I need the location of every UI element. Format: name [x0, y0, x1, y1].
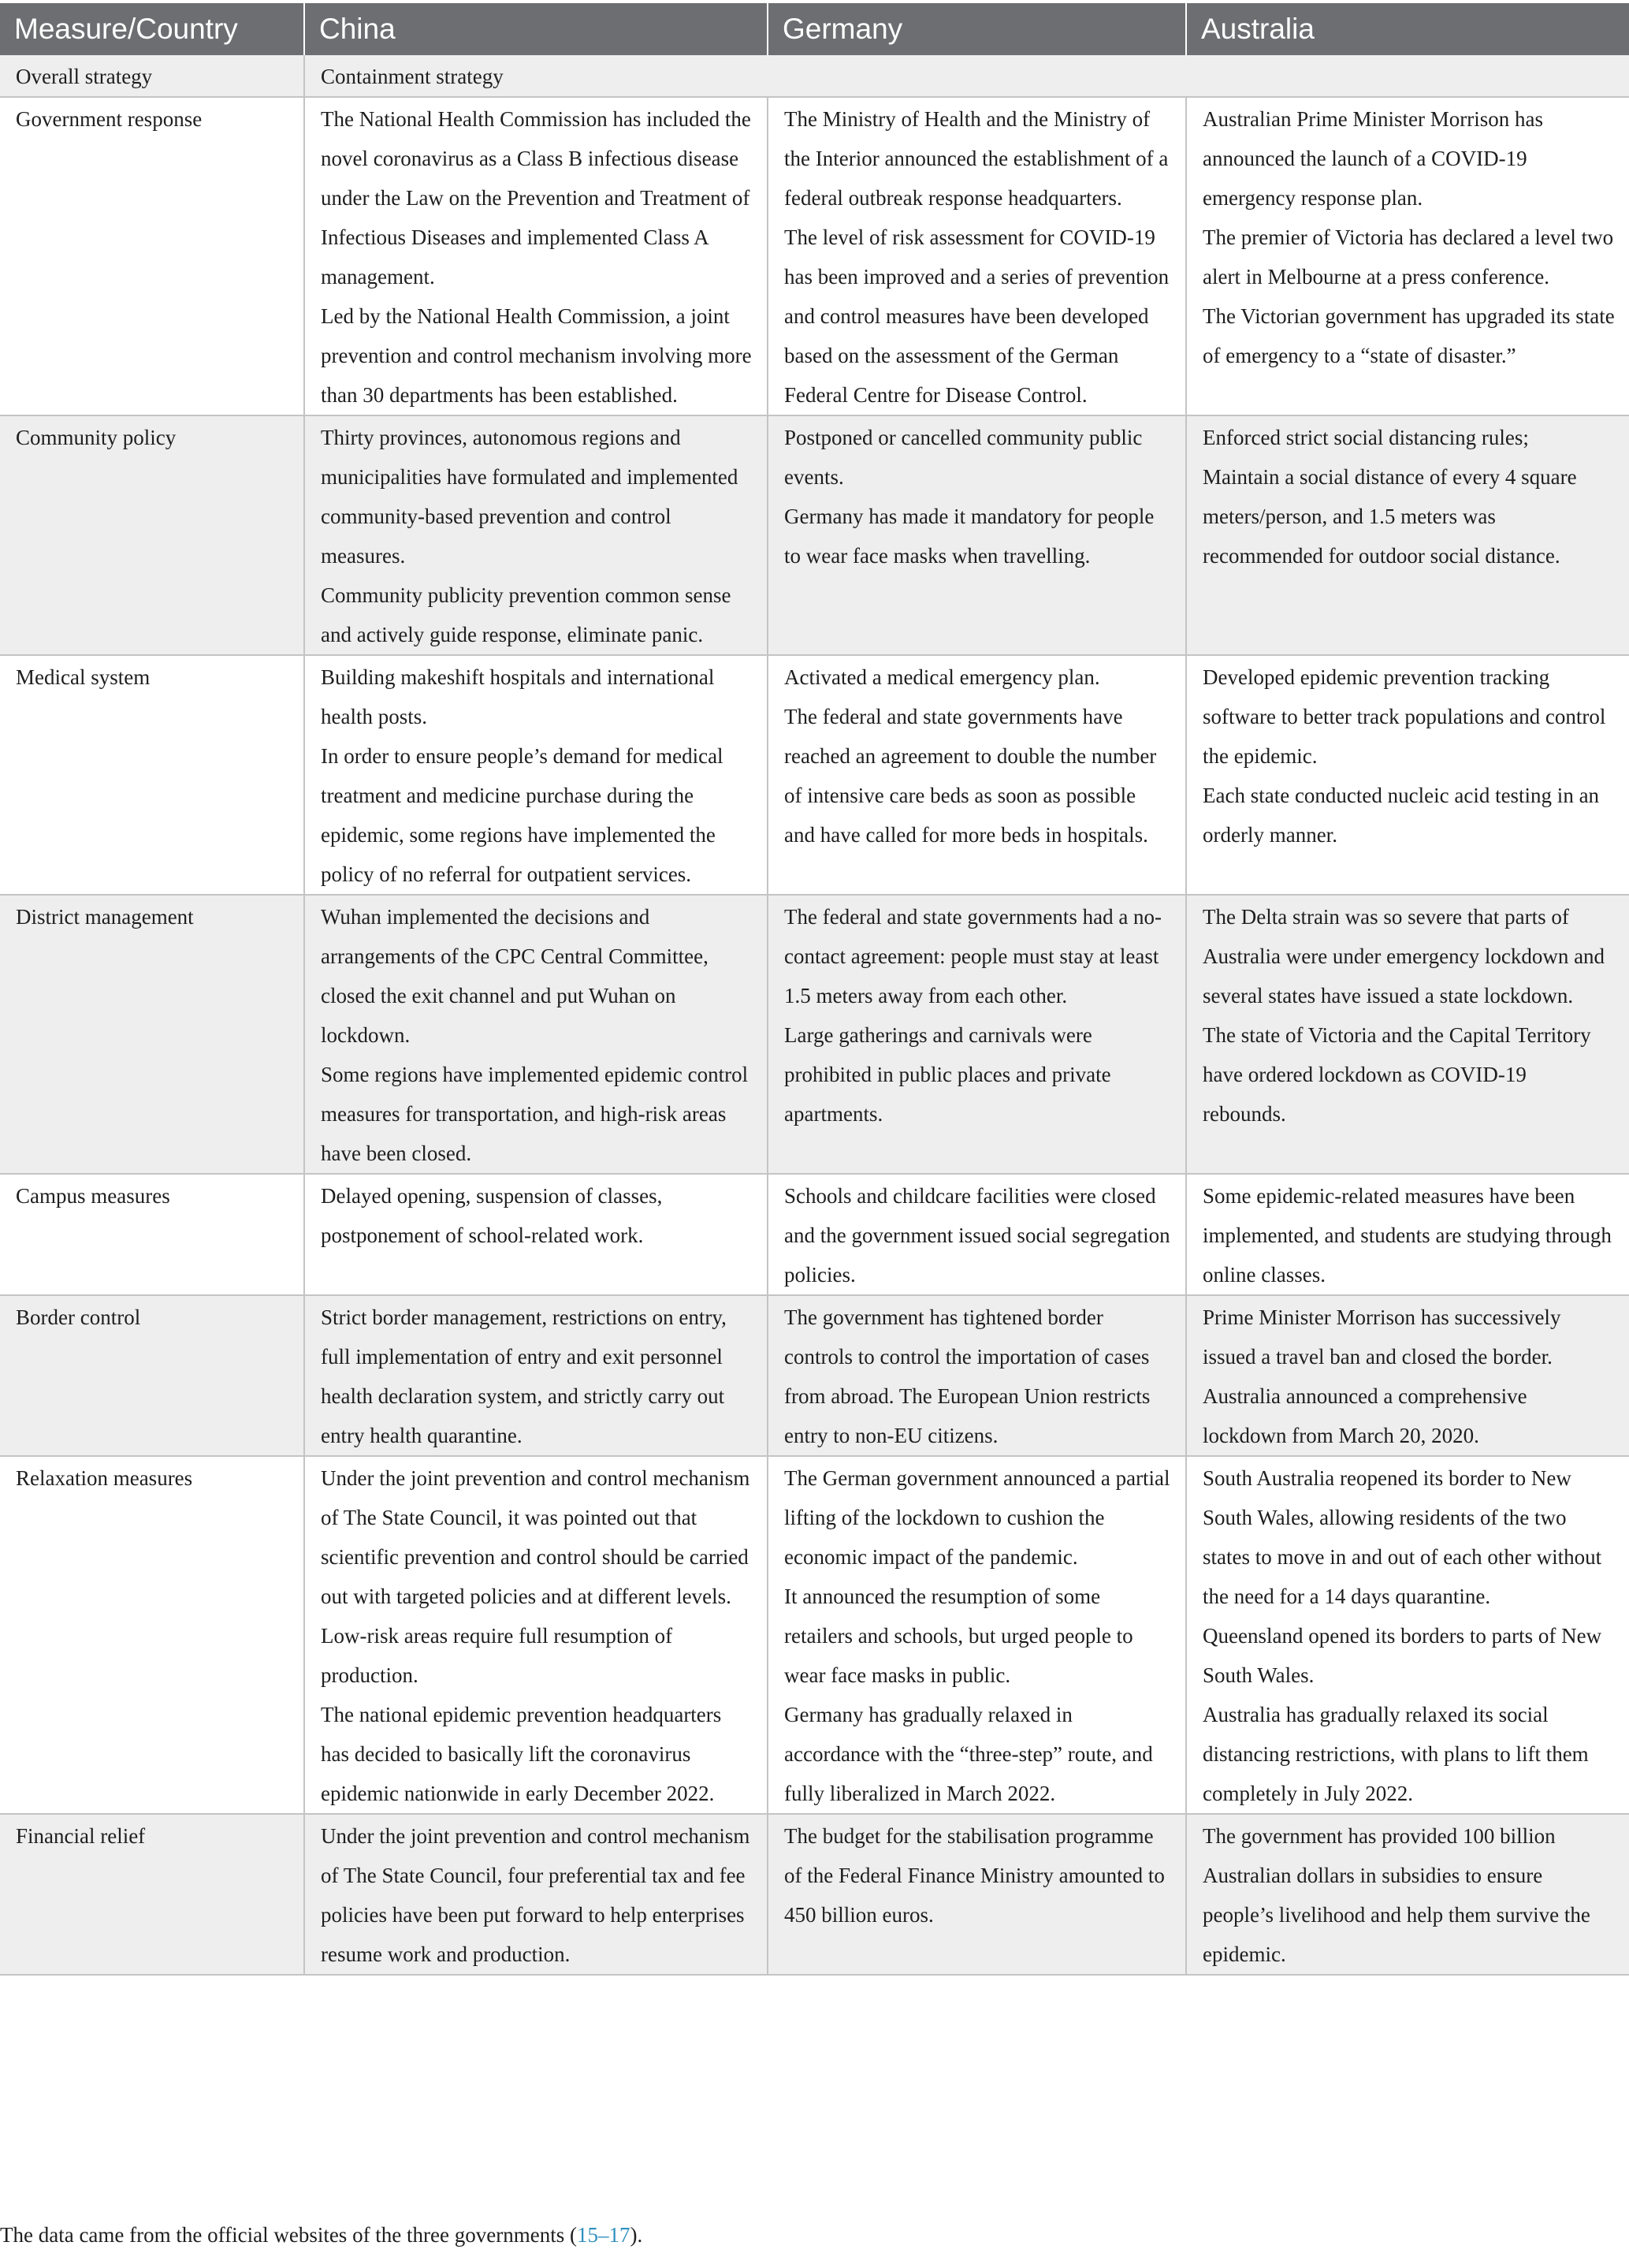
cell-australia [1186, 1814, 1629, 1975]
cell-germany [768, 1456, 1186, 1814]
cell-australia [1186, 415, 1629, 655]
cell-paragraph: Wuhan implemented the decisions and arrangements of the CPC Central Committee, closed the exit channel and put Wuhan on lockdown. [321, 905, 709, 1047]
cell-paragraph: The Delta strain was so severe that parts of Australia were under emergency lockdown and several states have issued a state lockdown. [1203, 905, 1605, 1007]
row-measure-label: Community policy [0, 415, 304, 655]
cell-paragraph: Prime Minister Morrison has successively issued a travel ban and closed the border. [1203, 1305, 1561, 1369]
cell-paragraph: Some epidemic-related measures have been implemented, and students are studying through online classes. [1203, 1184, 1612, 1287]
row-measure-label: Campus measures [0, 1174, 304, 1295]
cell-paragraph: Each state conducted nucleic acid testing in an orderly manner. [1203, 784, 1600, 847]
row-measure-label: Border control [0, 1295, 304, 1456]
table-row [0, 1174, 1629, 1295]
cell-paragraph: Led by the National Health Commission, a joint prevention and control mechanism involving more than 30 departments has been established. [321, 304, 752, 407]
table-body [0, 55, 1629, 1975]
cell-paragraph: South Australia reopened its border to New South Wales, allowing residents of the two states to move in and out of each other without the need for a 14 days quarantine. [1203, 1466, 1602, 1608]
cell-paragraph: Australia has gradually relaxed its social distancing restrictions, with plans to lift them completely in July 2022. [1203, 1703, 1589, 1805]
cell-paragraph: Under the joint prevention and control mechanism of The State Council, four preferential tax and fee policies have been put forward to help enterprises resume work and production. [321, 1824, 750, 1966]
cell-paragraph: The German government announced a partial lifting of the lockdown to cushion the economic impact of the pandemic. [784, 1466, 1170, 1569]
table-row [0, 1456, 1629, 1814]
cell-paragraph: Delayed opening, suspension of classes, postponement of school-related work. [321, 1184, 663, 1247]
cell-paragraph: The Ministry of Health and the Ministry of the Interior announced the establishment of a federal outbreak response headquarters. [784, 107, 1169, 210]
table-row [0, 415, 1629, 655]
cell-paragraph: Some regions have implemented epidemic control measures for transportation, and high-risk areas have been closed. [321, 1063, 749, 1165]
cell-paragraph: Australia announced a comprehensive lockdown from March 20, 2020. [1203, 1384, 1527, 1447]
row-measure-label: Financial relief [0, 1814, 304, 1975]
cell-paragraph: Maintain a social distance of every 4 square meters/person, and 1.5 meters was recommended for outdoor social distance. [1203, 465, 1577, 568]
cell-china [304, 895, 768, 1174]
table-row [0, 1814, 1629, 1975]
cell-germany [768, 895, 1186, 1174]
cell-australia [1186, 895, 1629, 1174]
cell-paragraph: The National Health Commission has included the novel coronavirus as a Class B infectious disease under the Law on the Prevention and Treatment of Infectious Diseases and implemented Class A management. [321, 107, 751, 289]
table-row [0, 97, 1629, 415]
footnote-text: The data came from the official websites of the three governments ( [0, 2223, 577, 2247]
table-row-overall-strategy [0, 55, 1629, 97]
cell-china [304, 655, 768, 895]
cell-paragraph: Developed epidemic prevention tracking software to better track populations and control the epidemic. [1203, 665, 1606, 768]
cell-germany [768, 1295, 1186, 1456]
cell-paragraph: Building makeshift hospitals and international health posts. [321, 665, 715, 728]
header-china: China [304, 3, 768, 55]
cell-australia [1186, 1174, 1629, 1295]
cell-china [304, 415, 768, 655]
cell-paragraph: Postponed or cancelled community public events. [784, 426, 1143, 489]
cell-paragraph: Enforced strict social distancing rules; [1203, 426, 1529, 449]
cell-australia [1186, 1295, 1629, 1456]
header-australia: Australia [1186, 3, 1629, 55]
header-measure-country: Measure/Country [0, 3, 304, 55]
cell-china [304, 1814, 768, 1975]
cell-australia [1186, 1456, 1629, 1814]
cell-paragraph: It announced the resumption of some retailers and schools, but urged people to wear face masks in public. [784, 1585, 1133, 1687]
cell-germany [768, 97, 1186, 415]
cell-paragraph: The budget for the stabilisation programme of the Federal Finance Ministry amounted to 450 billion euros. [784, 1824, 1165, 1927]
cell-germany [768, 655, 1186, 895]
cell-paragraph: Strict border management, restrictions on entry, full implementation of entry and exit personnel health declaration system, and strictly carry out entry health quarantine. [321, 1305, 727, 1447]
cell-paragraph: Thirty provinces, autonomous regions and municipalities have formulated and implemented community-based prevention and control measures. [321, 426, 738, 568]
cell-paragraph: The national epidemic prevention headquarters has decided to basically lift the coronavirus epidemic nationwide in early December 2022. [321, 1703, 722, 1805]
cell-paragraph: The Victorian government has upgraded its state of emergency to a “state of disaster.” [1203, 304, 1615, 367]
cell-australia [1186, 97, 1629, 415]
cell-paragraph: Under the joint prevention and control mechanism of The State Council, it was pointed out that scientific prevention and control should be carried out with targeted policies and at different levels. Low-risk areas require full resumption of production. [321, 1466, 750, 1687]
table-row [0, 655, 1629, 895]
table-footnote [0, 2223, 642, 2248]
row-measure-label: Overall strategy [0, 55, 304, 97]
cell-paragraph: Australian Prime Minister Morrison has announced the launch of a COVID-19 emergency response plan. [1203, 107, 1543, 210]
measures-table [0, 3, 1629, 1976]
cell-paragraph: Community publicity prevention common sense and actively guide response, eliminate panic. [321, 583, 731, 646]
row-measure-label: Relaxation measures [0, 1456, 304, 1814]
cell-china [304, 97, 768, 415]
cell-paragraph: Schools and childcare facilities were closed and the government issued social segregation policies. [784, 1184, 1170, 1287]
cell-china [304, 1295, 768, 1456]
cell-china [304, 1456, 768, 1814]
table-row [0, 1295, 1629, 1456]
cell-paragraph: Queensland opened its borders to parts of New South Wales. [1203, 1624, 1602, 1687]
row-measure-label: Medical system [0, 655, 304, 895]
table-header-row [0, 3, 1629, 55]
cell-paragraph: The federal and state governments have reached an agreement to double the number of intensive care beds as soon as possible and have called for more beds in hospitals. [784, 705, 1157, 847]
cell-paragraph: The government has provided 100 billion Australian dollars in subsidies to ensure people’s livelihood and help them survive the epidemic. [1203, 1824, 1590, 1966]
cell-paragraph: In order to ensure people’s demand for medical treatment and medicine purchase during the epidemic, some regions have implemented the policy of no referral for outpatient services. [321, 744, 723, 886]
cell-germany [768, 415, 1186, 655]
cell-paragraph: Activated a medical emergency plan. [784, 665, 1100, 689]
cell-paragraph: The premier of Victoria has declared a level two alert in Melbourne at a press conference. [1203, 225, 1614, 289]
footnote-end: ). [630, 2223, 643, 2247]
cell-paragraph: The state of Victoria and the Capital Territory have ordered lockdown as COVID-19 rebounds. [1203, 1023, 1591, 1126]
cell-paragraph: The federal and state governments had a no-contact agreement: people must stay at least 1.5 meters away from each other. [784, 905, 1162, 1007]
cell-paragraph: The government has tightened border controls to control the importation of cases from abroad. The European Union restricts entry to non-EU citizens. [784, 1305, 1151, 1447]
cell-paragraph: Germany has gradually relaxed in accordance with the “three-step” route, and fully liberalized in March 2022. [784, 1703, 1153, 1805]
cell-paragraph: Germany has made it mandatory for people to wear face masks when travelling. [784, 505, 1155, 568]
row-measure-label: Government response [0, 97, 304, 415]
row-measure-label: District management [0, 895, 304, 1174]
cell-germany [768, 1814, 1186, 1975]
table-row [0, 895, 1629, 1174]
cell-australia [1186, 655, 1629, 895]
cell-germany [768, 1174, 1186, 1295]
overall-strategy-value: Containment strategy [304, 55, 1629, 97]
cell-paragraph: The level of risk assessment for COVID-19 has been improved and a series of prevention and control measures have been developed based on the assessment of the German Federal Centre for Disease Control. [784, 225, 1170, 407]
header-germany: Germany [768, 3, 1186, 55]
cell-china [304, 1174, 768, 1295]
footnote-reference-link[interactable]: 15–17 [576, 2223, 630, 2247]
cell-paragraph: Large gatherings and carnivals were prohibited in public places and private apartments. [784, 1023, 1111, 1126]
